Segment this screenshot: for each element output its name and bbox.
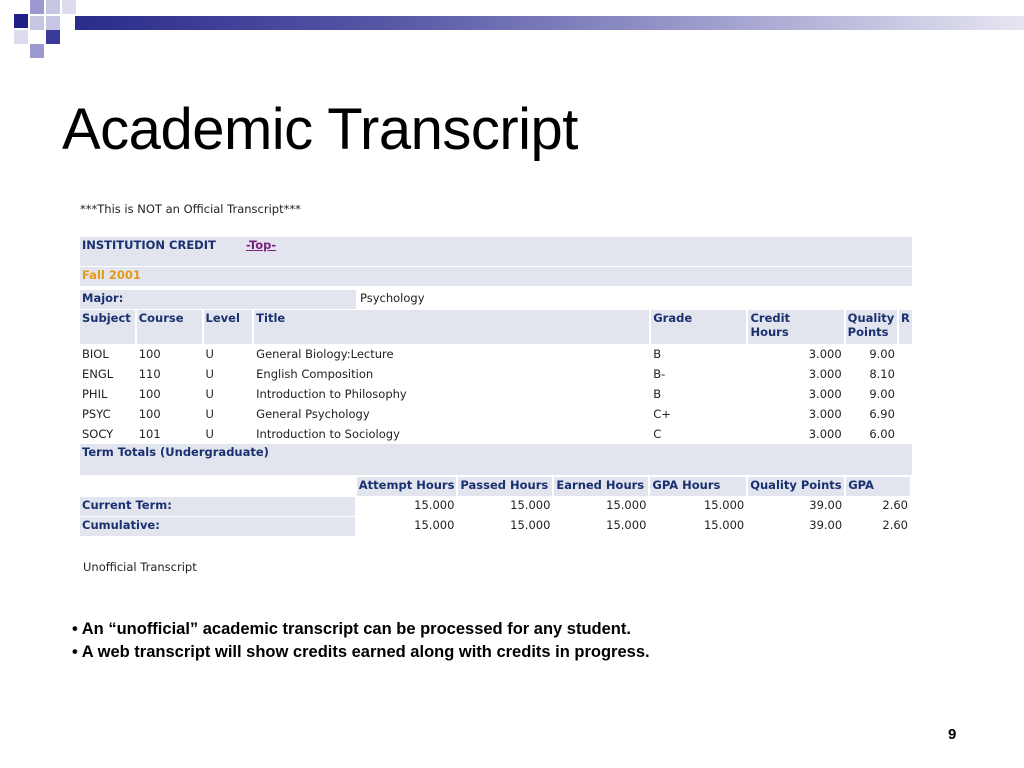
col-total-quality-points: Quality Points <box>748 477 844 496</box>
totals-label: Current Term: <box>80 497 355 516</box>
bullet-item: • An “unofficial” academic transcript can be processed for any student. <box>72 620 631 638</box>
col-attempt-hours: Attempt Hours <box>357 477 457 496</box>
bullet-item: • A web transcript will show credits earned along with credits in progress. <box>72 643 650 661</box>
col-quality-points-line1: Quality <box>847 311 895 325</box>
table-row <box>80 345 912 365</box>
deco-square <box>46 30 60 44</box>
col-earned-hours: Earned Hours <box>554 477 648 496</box>
course-level: U <box>205 427 214 441</box>
course-quality-points: 8.10 <box>869 367 895 381</box>
course-title: Introduction to Philosophy <box>256 387 407 401</box>
attempt-hours: 15.000 <box>414 498 455 512</box>
col-credit-hours <box>748 310 843 344</box>
gpa: 2.60 <box>882 498 908 512</box>
course-table <box>78 309 914 446</box>
bullet-list <box>72 618 650 664</box>
term-totals-label: Term Totals (Undergraduate) <box>80 444 912 475</box>
course-subject: ENGL <box>82 367 114 381</box>
earned-hours: 15.000 <box>606 518 647 532</box>
major-value: Psychology <box>360 291 425 305</box>
course-level: U <box>205 347 214 361</box>
passed-hours: 15.000 <box>510 498 551 512</box>
total-quality-points: 39.00 <box>809 518 843 532</box>
course-grade: B <box>653 387 662 401</box>
course-number: 110 <box>138 367 161 381</box>
course-number: 101 <box>138 427 161 441</box>
gpa-hours: 15.000 <box>703 518 745 532</box>
table-row <box>80 366 912 385</box>
deco-square <box>46 16 60 30</box>
gpa-hours: 15.000 <box>703 498 745 512</box>
col-subject: Subject <box>80 310 135 344</box>
col-credit-hours-line1: Credit <box>750 311 791 325</box>
course-quality-points: 6.90 <box>869 407 895 421</box>
col-gpa-hours: GPA Hours <box>650 477 746 496</box>
col-grade: Grade <box>651 310 746 344</box>
institution-credit-label: INSTITUTION CREDIT <box>82 238 216 252</box>
header-gradient-bar <box>75 16 1024 30</box>
col-r: R <box>899 310 912 344</box>
course-grade: C <box>653 427 662 441</box>
col-course: Course <box>137 310 202 344</box>
top-link[interactable]: -Top- <box>245 238 277 252</box>
page-number: 9 <box>948 726 957 743</box>
course-subject: PHIL <box>82 387 108 401</box>
deco-square <box>30 0 44 14</box>
course-grade: B- <box>653 367 666 381</box>
course-credit-hours: 3.000 <box>808 367 842 381</box>
deco-square <box>30 44 44 58</box>
course-grade: B <box>653 347 662 361</box>
course-subject: SOCY <box>82 427 114 441</box>
course-number: 100 <box>138 387 161 401</box>
deco-square <box>14 30 28 44</box>
course-credit-hours: 3.000 <box>808 407 842 421</box>
totals-table <box>78 476 912 537</box>
major-label: Major: <box>80 290 356 309</box>
table-row <box>80 517 910 536</box>
deco-square <box>30 16 44 30</box>
table-row <box>80 406 912 425</box>
slide-title: Academic Transcript <box>62 97 578 162</box>
course-level: U <box>205 387 214 401</box>
col-gpa: GPA <box>846 477 910 496</box>
institution-credit-header <box>78 236 914 287</box>
course-grade: C+ <box>653 407 671 421</box>
course-credit-hours: 3.000 <box>808 347 842 361</box>
deco-square <box>62 0 76 14</box>
course-title: Introduction to Sociology <box>256 427 400 441</box>
col-quality-points <box>846 310 897 344</box>
col-passed-hours: Passed Hours <box>458 477 552 496</box>
col-credit-hours-line2: Hours <box>750 325 789 339</box>
totals-header-row <box>80 477 910 496</box>
deco-square <box>46 0 60 14</box>
course-level: U <box>205 367 214 381</box>
course-level: U <box>205 407 214 421</box>
col-quality-points-line2: Points <box>847 325 889 339</box>
unofficial-transcript-link[interactable]: Unofficial Transcript <box>83 560 197 574</box>
attempt-hours: 15.000 <box>414 518 455 532</box>
term-totals-header <box>78 443 914 476</box>
gpa: 2.60 <box>882 518 908 532</box>
course-quality-points: 6.00 <box>869 427 895 441</box>
course-title: General Biology:Lecture <box>256 347 394 361</box>
major-row <box>78 289 904 310</box>
total-quality-points: 39.00 <box>809 498 843 512</box>
course-number: 100 <box>138 407 161 421</box>
term-label: Fall 2001 <box>80 267 912 286</box>
course-subject: PSYC <box>82 407 111 421</box>
course-credit-hours: 3.000 <box>808 387 842 401</box>
earned-hours: 15.000 <box>606 498 647 512</box>
course-credit-hours: 3.000 <box>808 427 842 441</box>
table-row <box>80 386 912 405</box>
col-title: Title <box>254 310 649 344</box>
course-subject: BIOL <box>82 347 109 361</box>
course-header-row <box>80 310 912 344</box>
deco-square <box>14 14 28 28</box>
course-quality-points: 9.00 <box>869 347 895 361</box>
table-row <box>80 497 910 516</box>
course-number: 100 <box>138 347 161 361</box>
col-level: Level <box>204 310 253 344</box>
course-title: General Psychology <box>256 407 370 421</box>
course-title: English Composition <box>256 367 374 381</box>
passed-hours: 15.000 <box>510 518 551 532</box>
totals-label: Cumulative: <box>80 517 355 536</box>
course-quality-points: 9.00 <box>869 387 895 401</box>
unofficial-notice: ***This is NOT an Official Transcript*** <box>80 202 301 216</box>
